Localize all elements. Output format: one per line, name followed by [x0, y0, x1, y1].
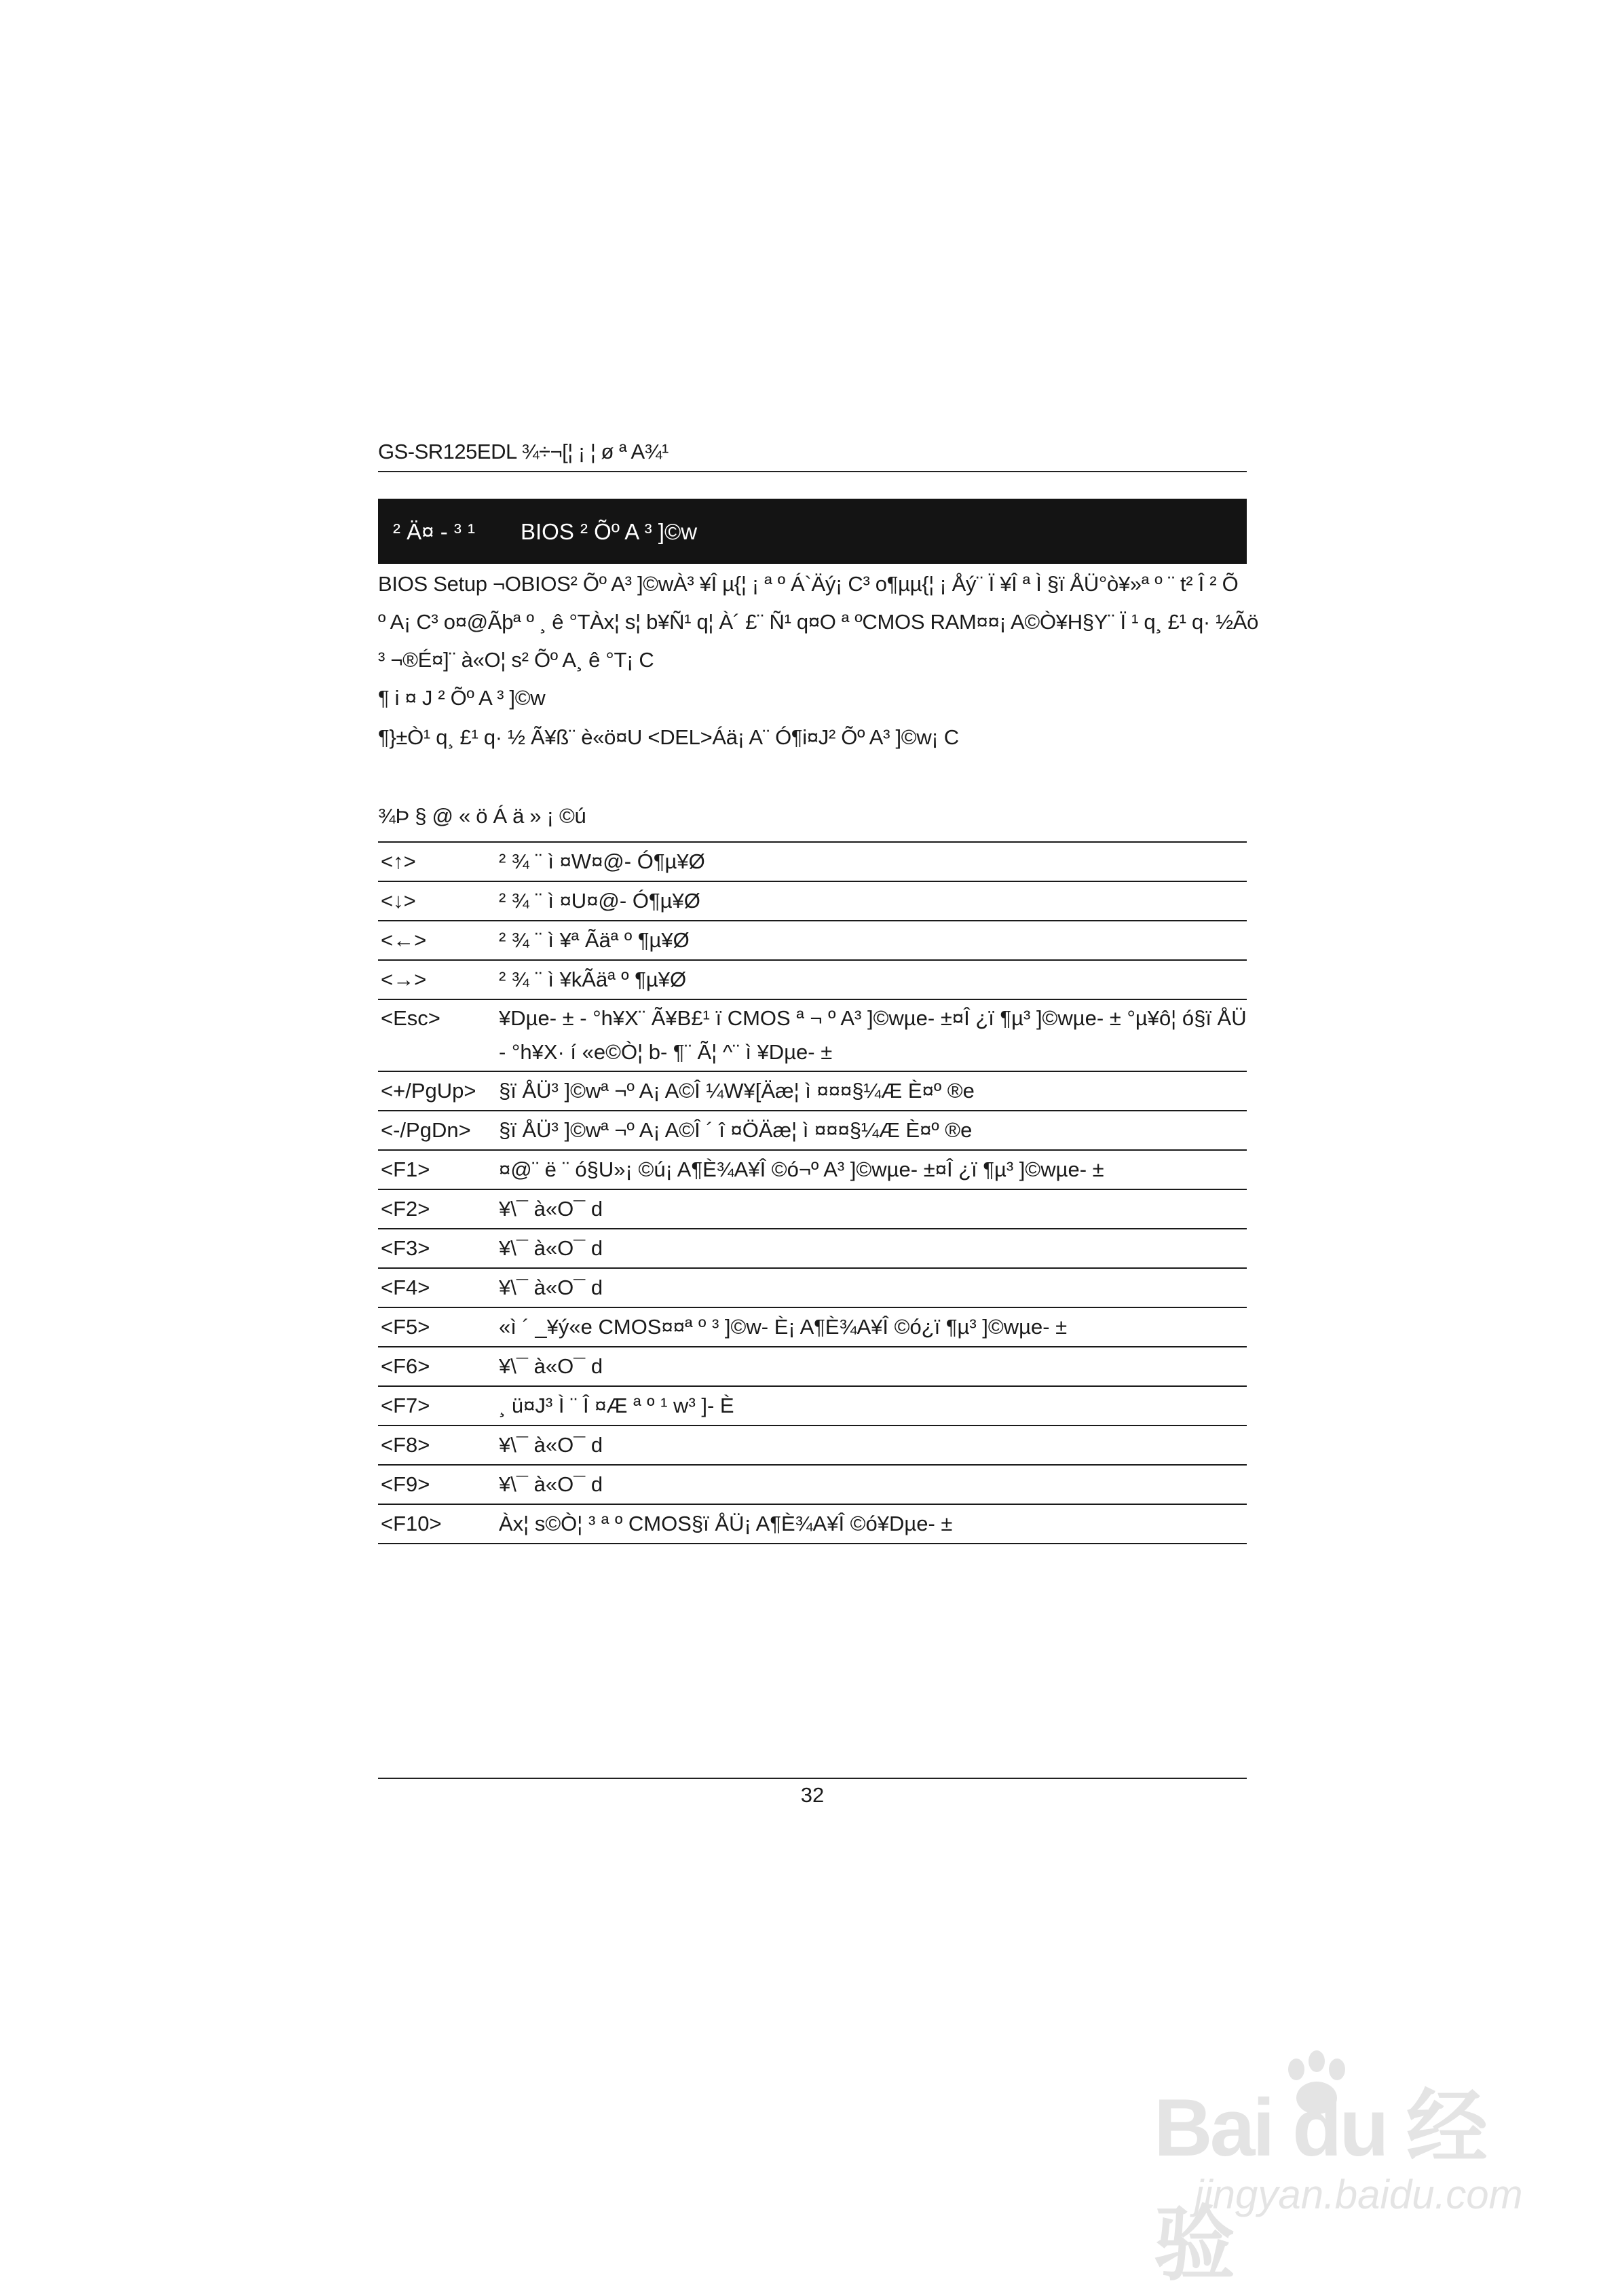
watermark-url: jingyan.baidu.com — [1194, 2172, 1523, 2217]
key-cell: <F7> — [378, 1386, 496, 1426]
desc-cell: ² ¾ ¨ ì ¥ª Ãäª º ¶µ¥Ø — [496, 921, 1247, 960]
desc-line: - °h¥X· í «e©Ò¦ b- ¶¨ Ã¦ ^¨ ì ¥Dµe- ± — [499, 1040, 833, 1064]
key-cell: <F2> — [378, 1189, 496, 1229]
table-row — [378, 921, 1247, 960]
table-row — [378, 1229, 1247, 1268]
table-row — [378, 1268, 1247, 1307]
desc-line: ¥Dµe- ± - °h¥X¨ Ã¥B£¹ ï CMOS ª ¬ º A³ ]©wµe- ±¤Î ¿ï ¶µ³ ]©wµe- ± °µ¥ô¦ ó§ï ÅÜ — [499, 1006, 1247, 1030]
intro-line-3: ³ ¬®É¤]¨ à«O¦ s² Õº A¸ ê °T¡ C — [378, 648, 654, 672]
table-row — [378, 1347, 1247, 1386]
desc-cell: ¥\¯ à«O¯ d — [496, 1189, 1247, 1229]
footer-rule — [378, 1778, 1247, 1779]
chapter-title: BIOS ² Õº A ³ ]©w — [521, 519, 698, 544]
key-cell: <+/PgUp> — [378, 1071, 496, 1111]
table-row — [378, 1307, 1247, 1347]
key-cell: <F10> — [378, 1504, 496, 1544]
key-cell: <→> — [378, 960, 496, 999]
desc-cell: ¥\¯ à«O¯ d — [496, 1229, 1247, 1268]
table-row — [378, 1504, 1247, 1544]
key-cell: <F8> — [378, 1426, 496, 1465]
key-cell: <F6> — [378, 1347, 496, 1386]
desc-cell: Àx¦ s©Ò¦ ³ ª º CMOS§ï ÅÜ¡ A¶È¾A¥Î ©ó¥Dµe- ± — [496, 1504, 1247, 1544]
table-row — [378, 1426, 1247, 1465]
key-cell: <Esc> — [378, 999, 496, 1071]
desc-cell: ² ¾ ¨ ì ¤U¤@- Ó¶µ¥Ø — [496, 881, 1247, 921]
intro-line-2: º A¡ C³ o¤@Ãþª º ¸ ê °TÀx¦ s¦ b¥Ñ¹ q¦ À´ £¨ Ñ¹ q¤O ª ºCMOS RAM¤¤¡ A©Ò¥H§Y¨ Ï ¹ q¸ £¹ q· ½Ãö — [378, 610, 1259, 634]
table-caption: ¾Þ § @ « ö Á ä » ¡ ©ú — [378, 804, 586, 828]
desc-cell: ² ¾ ¨ ì ¤W¤@- Ó¶µ¥Ø — [496, 842, 1247, 881]
key-cell: <←> — [378, 921, 496, 960]
table-row — [378, 1150, 1247, 1189]
desc-cell: ¥\¯ à«O¯ d — [496, 1426, 1247, 1465]
table-row — [378, 881, 1247, 921]
section-banner — [378, 499, 1247, 564]
enter-setup-instructions: ¶}±Ò¹ q¸ £¹ q· ½ Ã¥ß¨ è«ö¤U <DEL>Áä¡ A¨ Ó¶i¤J² Õº A³ ]©w¡ C — [378, 725, 959, 749]
key-cell: <F5> — [378, 1307, 496, 1347]
key-cell: <↑> — [378, 842, 496, 881]
table-row — [378, 1189, 1247, 1229]
table-row — [378, 842, 1247, 881]
desc-cell: ² ¾ ¨ ì ¥kÃäª º ¶µ¥Ø — [496, 960, 1247, 999]
desc-cell: ¥\¯ à«O¯ d — [496, 1268, 1247, 1307]
intro-line-1: BIOS Setup ¬OBIOS² Õº A³ ]©wÀ³ ¥Î µ{¦ ¡ ª º Á`Äý¡ C³ o¶µµ{¦ ¡ Åý¨ Ï ¥Î ª Ì §ï ÅÜ°ò¥»ª º ¨ t² Î ² Õ — [378, 572, 1239, 596]
table-row — [378, 960, 1247, 999]
desc-cell: §ï ÅÜ³ ]©wª ¬º A¡ A©Î ¼W¥[Äæ¦ ì ¤¤¤§¼Æ È¤º ®e — [496, 1071, 1247, 1111]
watermark-logo: Bai du 经验 — [1154, 2082, 1486, 2290]
desc-cell: ¥\¯ à«O¯ d — [496, 1347, 1247, 1386]
key-cell: <F9> — [378, 1465, 496, 1504]
table-row — [378, 1386, 1247, 1426]
key-cell: <F3> — [378, 1229, 496, 1268]
desc-cell: ¸ ü¤J³ Ì ¨ Î ¤Æ ª º ¹ w³ ]- È — [496, 1386, 1247, 1426]
key-functions-table — [378, 841, 1247, 1544]
table-row — [378, 1111, 1247, 1150]
chapter-number: ² Ä¤ - ³ ¹ — [393, 519, 475, 544]
desc-cell — [496, 999, 1247, 1071]
table-row — [378, 1465, 1247, 1504]
table-row — [378, 999, 1247, 1071]
running-header: GS-SR125EDL ¾÷¬[¦ ¡ ¦ ø ª A¾¹ — [378, 440, 669, 463]
table-row — [378, 1071, 1247, 1111]
desc-cell: §ï ÅÜ³ ]©wª ¬º A¡ A©Î ´ î ¤ÖÄæ¦ ì ¤¤¤§¼Æ È¤º ®e — [496, 1111, 1247, 1150]
key-cell: <F4> — [378, 1268, 496, 1307]
key-cell: <-/PgDn> — [378, 1111, 496, 1150]
paw-icon — [1276, 2049, 1357, 2124]
baidu-jingyan-watermark — [1154, 2063, 1561, 2290]
header-rule — [378, 471, 1247, 472]
key-cell: <F1> — [378, 1150, 496, 1189]
desc-cell: ¤@¨ ë ¨ ó§U»¡ ©ú¡ A¶È¾A¥Î ©ó¬º A³ ]©wµe- ±¤Î ¿ï ¶µ³ ]©wµe- ± — [496, 1150, 1247, 1189]
page-number: 32 — [800, 1783, 825, 1807]
desc-cell: ¥\¯ à«O¯ d — [496, 1465, 1247, 1504]
desc-cell: «ì ´ _¥ý«e CMOS¤¤ª º ³ ]©w- È¡ A¶È¾A¥Î ©ó¿ï ¶µ³ ]©wµe- ± — [496, 1307, 1247, 1347]
enter-setup-heading: ¶ i ¤ J ² Õº A ³ ]©w — [378, 686, 546, 710]
key-cell: <↓> — [378, 881, 496, 921]
